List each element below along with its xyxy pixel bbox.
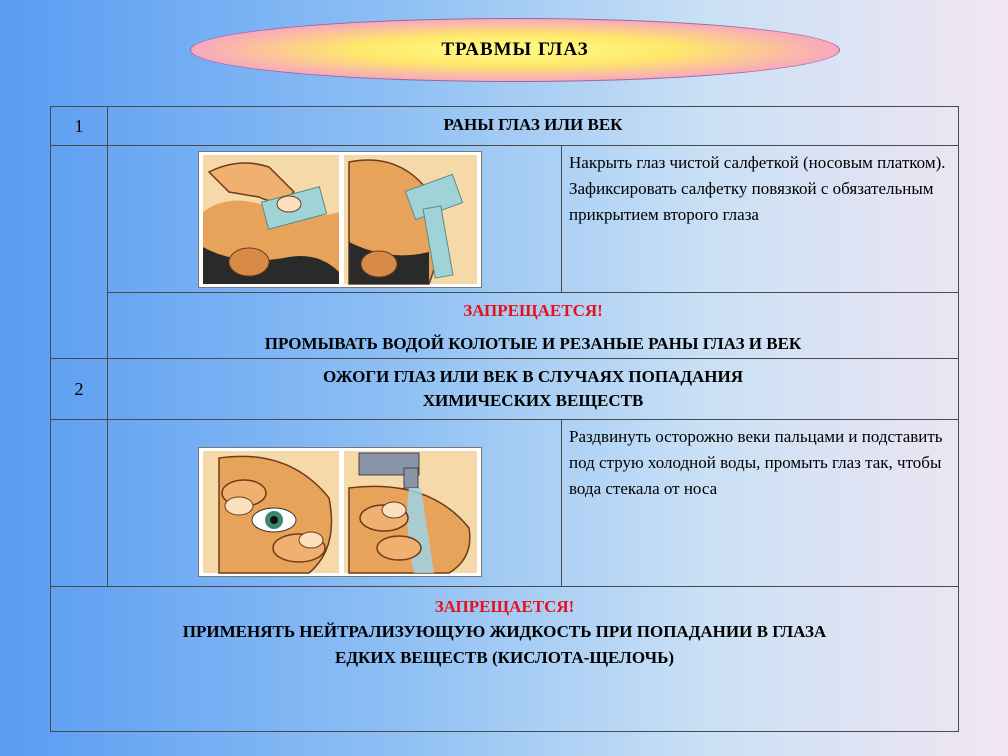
section2-number: 2: [50, 358, 108, 420]
section1-illustration-cell: [107, 145, 562, 293]
page-title-text: ТРАВМЫ ГЛАЗ: [441, 39, 589, 60]
section1-heading: РАНЫ ГЛАЗ ИЛИ ВЕК: [107, 106, 959, 146]
section1-warning-text: ПРОМЫВАТЬ ВОДОЙ КОЛОТЫЕ И РЕЗАНЫЕ РАНЫ ГЛАЗ И ВЕК: [264, 334, 802, 353]
section1-number-spacer: [50, 145, 108, 359]
section2-description: Раздвинуть осторожно веки пальцами и подставить под струю холодной воды, промыть глаз так, чтобы вода стекала от носа: [561, 419, 959, 587]
eye-rinse-illustration: [198, 447, 482, 577]
page-title: [190, 18, 840, 82]
section2-number-spacer: [50, 419, 108, 587]
section2-warning-label: ЗАПРЕЩАЕТСЯ!: [434, 597, 575, 616]
section2-illustration-cell: [107, 419, 562, 587]
section1-warning: [107, 292, 959, 359]
section2-warning: [50, 586, 959, 732]
section1-number: 1: [50, 106, 108, 146]
section2-heading: ОЖОГИ ГЛАЗ ИЛИ ВЕК В СЛУЧАЯХ ПОПАДАНИЯ ХИМИЧЕСКИХ ВЕЩЕСТВ: [107, 358, 959, 420]
section2-warning-line1: ПРИМЕНЯТЬ НЕЙТРАЛИЗУЮЩУЮ ЖИДКОСТЬ ПРИ ПОПАДАНИИ В ГЛАЗА: [182, 622, 827, 641]
eye-bandage-illustration: [198, 151, 482, 288]
section1-warning-label: ЗАПРЕЩАЕТСЯ!: [463, 301, 603, 320]
section1-description: Накрыть глаз чистой салфеткой (носовым платком). Зафиксировать салфетку повязкой с обязательным прикрытием второго глаза: [561, 145, 959, 293]
section2-warning-line2: ЕДКИХ ВЕЩЕСТВ (КИСЛОТА-ЩЕЛОЧЬ): [334, 648, 674, 667]
